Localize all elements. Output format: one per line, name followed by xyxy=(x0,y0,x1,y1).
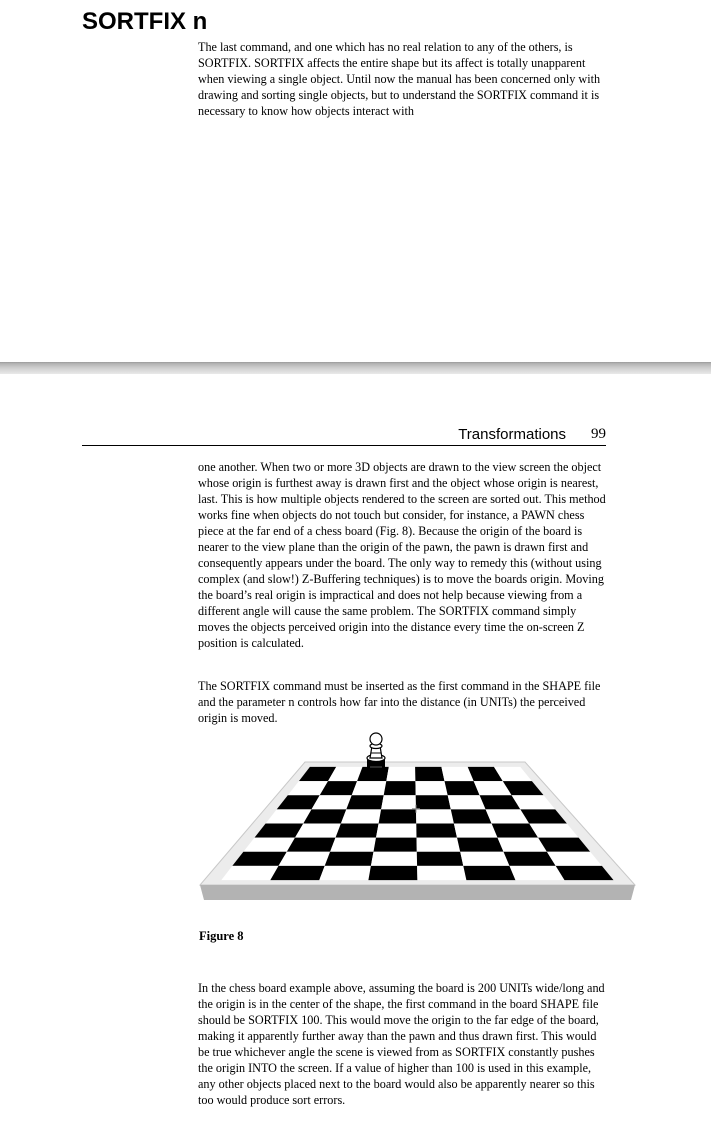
page-number: 99 xyxy=(591,426,606,442)
board-square xyxy=(416,824,457,838)
board-square xyxy=(325,852,374,866)
chessboard xyxy=(200,762,635,900)
board-square xyxy=(415,781,447,795)
board-square xyxy=(504,852,556,866)
board-square xyxy=(341,809,381,823)
board-square xyxy=(270,866,324,880)
body-paragraph: one another. When two or more 3D objects are drawn to the view screen the object whose origin is furthest away is drawn first and the object whose origin is nearest, last. This is how multiple objects rendered to the screen are sorted out. This method works fine when objects do not touch but consider, for instance, a PAWN chess piece at the far end of a chess board (Fig. 8). Because the origin of the board is nearer to the view plane than the origin of the pawn, the pawn is drawn first and consequently appears under the board. The only way to remedy this (without using complex (and slow!) Z-Buffering techniques) is to move the boards origin. Moving the board’s real origin is impractical and does not help because viewing from a different angle will cause the same problem. The SORTFIX command simply moves the objects perceived origin into the distance every time the on-screen Z position is calculated. xyxy=(198,460,606,650)
section-heading: SORTFIX n xyxy=(82,8,208,35)
board-square xyxy=(463,866,515,880)
body-paragraph: In the chess board example above, assuming the board is 200 UNITs wide/long and the origin is in the center of the shape, the first command in the board SHAPE file should be SORTFIX 100. This would move the origin to the far edge of the board, making it apparently further away than the pawn and thus drawn first. This would be true whichever angle the scene is viewed from as SORTFIX constantly pushes the origin INTO the screen. If a value of higher than 100 is used in this example, any other objects placed next to the board would also be apparently nearer so this too would produce sort errors. xyxy=(198,981,605,1107)
board-square xyxy=(417,866,466,880)
figure-caption: Figure 8 xyxy=(199,929,244,943)
board-square xyxy=(457,838,504,852)
board-square xyxy=(371,852,417,866)
chessboard-figure xyxy=(195,732,640,912)
board-square xyxy=(376,824,417,838)
document-page-1 xyxy=(0,0,711,362)
board-square xyxy=(352,781,387,795)
board-square xyxy=(368,866,417,880)
board-square xyxy=(416,809,454,823)
body-paragraph: The last command, and one which has no real relation to any of the others, is SORTFIX. SORTFIX affects the entire shape but its affect is totally unapparent when viewing a single object. Until now the manual has been concerned only with drawing and sorting single objects, but to understand the SORTFIX command it is necessary to know how objects interact with xyxy=(198,40,601,118)
pawn-icon xyxy=(365,733,387,776)
board-square xyxy=(460,852,509,866)
board-square xyxy=(381,795,416,809)
body-paragraph: The SORTFIX command must be inserted as the first command in the SHAPE file and the parameter n controls how far into the distance (in UNITs) the perceived origin is moved. xyxy=(198,679,601,725)
board-square xyxy=(374,838,417,852)
board-square xyxy=(510,866,565,880)
board-square xyxy=(319,866,371,880)
board-square xyxy=(415,767,444,781)
board-square xyxy=(386,767,415,781)
running-header xyxy=(82,426,606,446)
board-square xyxy=(417,838,461,852)
board-square xyxy=(448,795,486,809)
board-square xyxy=(454,824,498,838)
board-square xyxy=(417,852,464,866)
board-square xyxy=(416,795,451,809)
board-square xyxy=(279,852,331,866)
board-square xyxy=(384,781,416,795)
page-separator xyxy=(0,362,711,382)
board-edge xyxy=(200,885,635,900)
board-square xyxy=(445,781,480,795)
board-square xyxy=(451,809,492,823)
board-square xyxy=(379,809,417,823)
board-square xyxy=(346,795,383,809)
document-page-2 xyxy=(0,382,711,1136)
board-square xyxy=(287,838,336,852)
board-square xyxy=(330,838,376,852)
running-head-title: Transformations xyxy=(458,426,566,443)
board-square xyxy=(336,824,379,838)
